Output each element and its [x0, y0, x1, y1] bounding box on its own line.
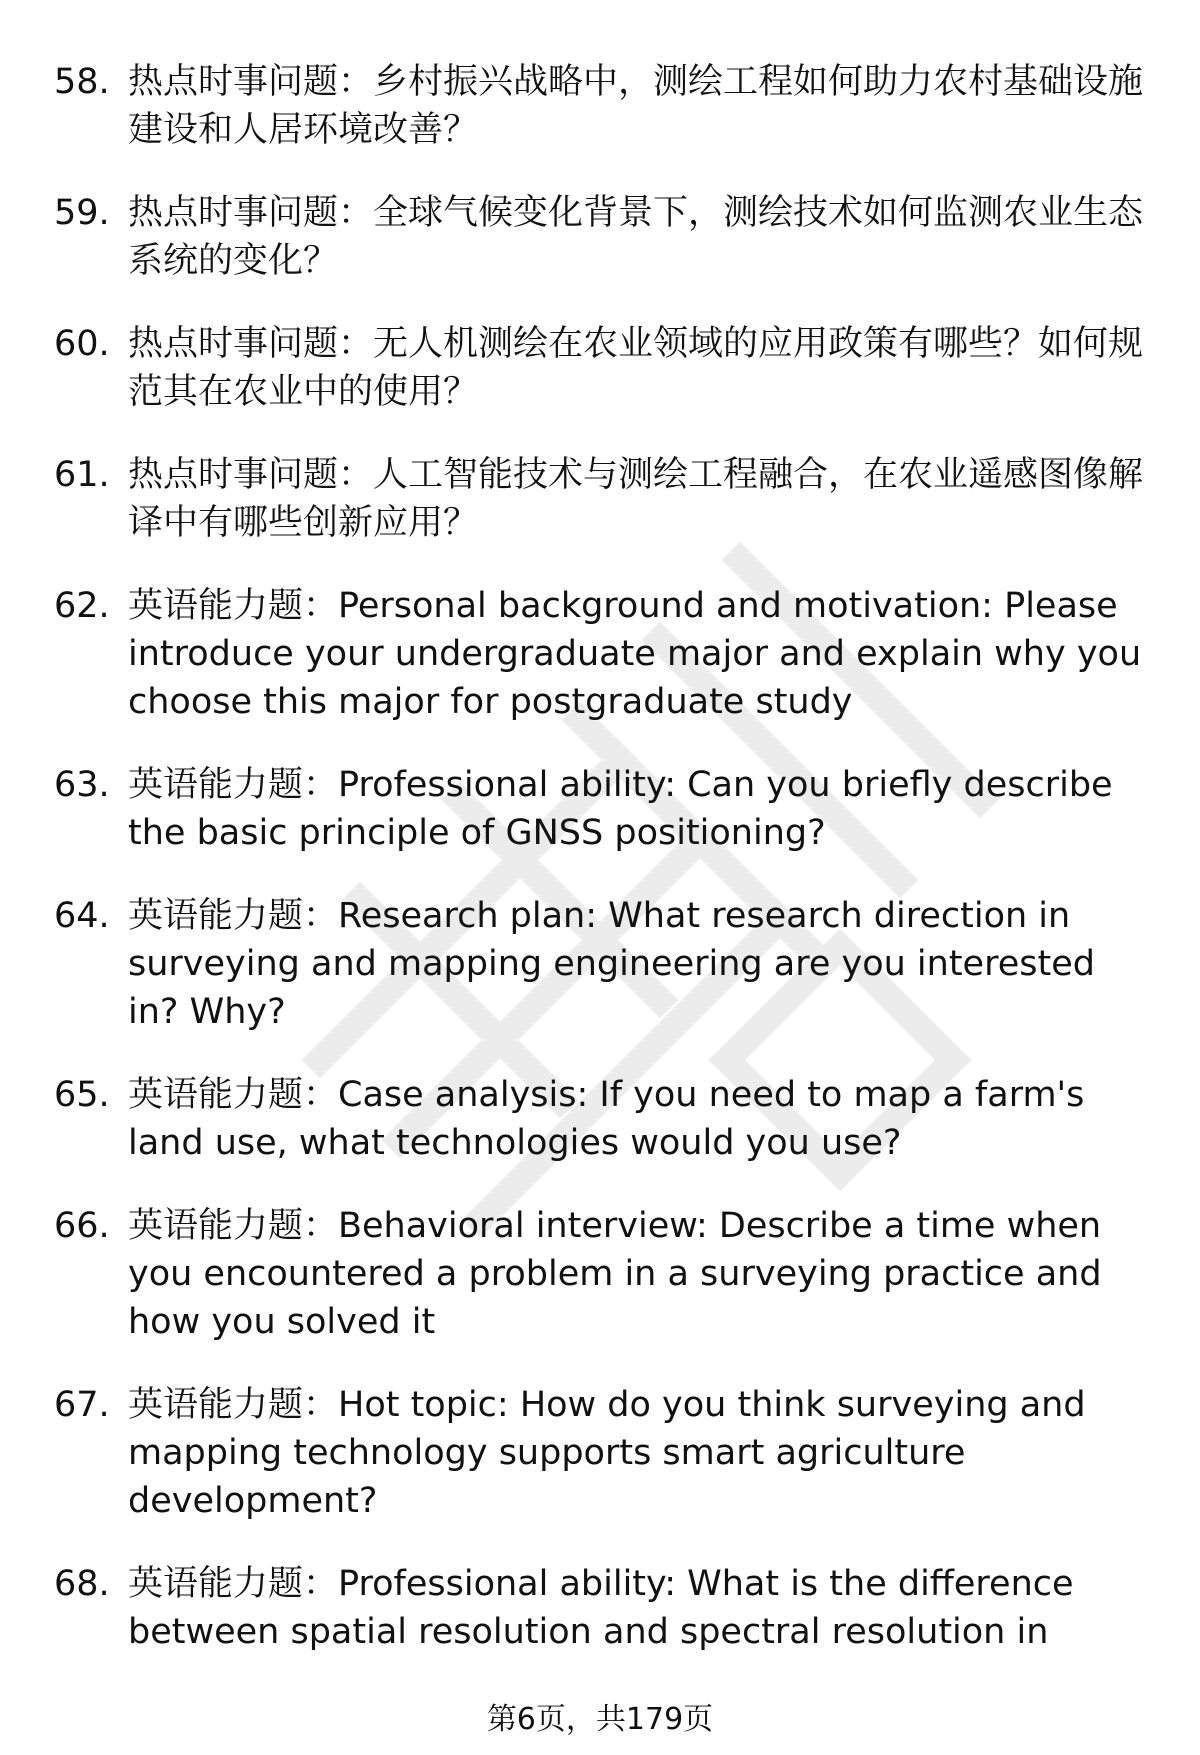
question-item-58 [0, 58, 1200, 154]
question-text: 热点时事问题：人工智能技术与测绘工程融合，在农业遥感图像解译中有哪些创新应用？ [128, 455, 1144, 543]
question-number: 65. [54, 1075, 110, 1115]
question-text: 热点时事问题：无人机测绘在农业领域的应用政策有哪些？如何规范其在农业中的使用？ [128, 324, 1144, 412]
question-number: 64. [54, 896, 110, 936]
question-text: 英语能力题：Professional ability: Can you briefly describe the basic principle of GNSS positioning? [128, 765, 1113, 853]
question-item-60 [0, 320, 1200, 416]
question-number: 58. [54, 62, 110, 102]
question-text: 热点时事问题：全球气候变化背景下，测绘技术如何监测农业生态系统的变化？ [128, 193, 1144, 281]
question-item-62 [0, 582, 1200, 726]
question-text: 英语能力题：Professional ability: What is the difference between spatial resolution and spectral resolution in [128, 1564, 1074, 1652]
question-text: 英语能力题：Case analysis: If you need to map a farm's land use, what technologies would you use? [128, 1075, 1085, 1163]
question-number: 68. [54, 1564, 110, 1604]
question-number: 62. [54, 586, 110, 626]
question-text: 英语能力题：Personal background and motivation: Please introduce your undergraduate major and explain why you choose this major for postgraduate study [128, 586, 1142, 722]
question-item-59 [0, 189, 1200, 285]
question-number: 60. [54, 324, 110, 364]
question-item-68 [0, 1560, 1200, 1656]
question-text: 英语能力题：Behavioral interview: Describe a time when you encountered a problem in a surveying practice and how you solved it [128, 1206, 1102, 1342]
question-text: 英语能力题：Hot topic: How do you think surveying and mapping technology supports smart agriculture development? [128, 1385, 1086, 1521]
question-item-66 [0, 1202, 1200, 1346]
question-number: 63. [54, 765, 110, 805]
page-footer: 第6页，共179页 [486, 1702, 714, 1737]
question-item-64 [0, 892, 1200, 1036]
question-item-63 [0, 761, 1200, 857]
question-item-65 [0, 1071, 1200, 1167]
question-text: 英语能力题：Research plan: What research direction in surveying and mapping engineering are you interested in? Why? [128, 896, 1095, 1032]
question-list [0, 58, 1200, 1691]
question-number: 67. [54, 1385, 110, 1425]
question-number: 59. [54, 193, 110, 233]
question-item-67 [0, 1381, 1200, 1525]
question-text: 热点时事问题：乡村振兴战略中，测绘工程如何助力农村基础设施建设和人居环境改善？ [128, 62, 1144, 150]
question-number: 66. [54, 1206, 110, 1246]
question-item-61 [0, 451, 1200, 547]
question-number: 61. [54, 455, 110, 495]
